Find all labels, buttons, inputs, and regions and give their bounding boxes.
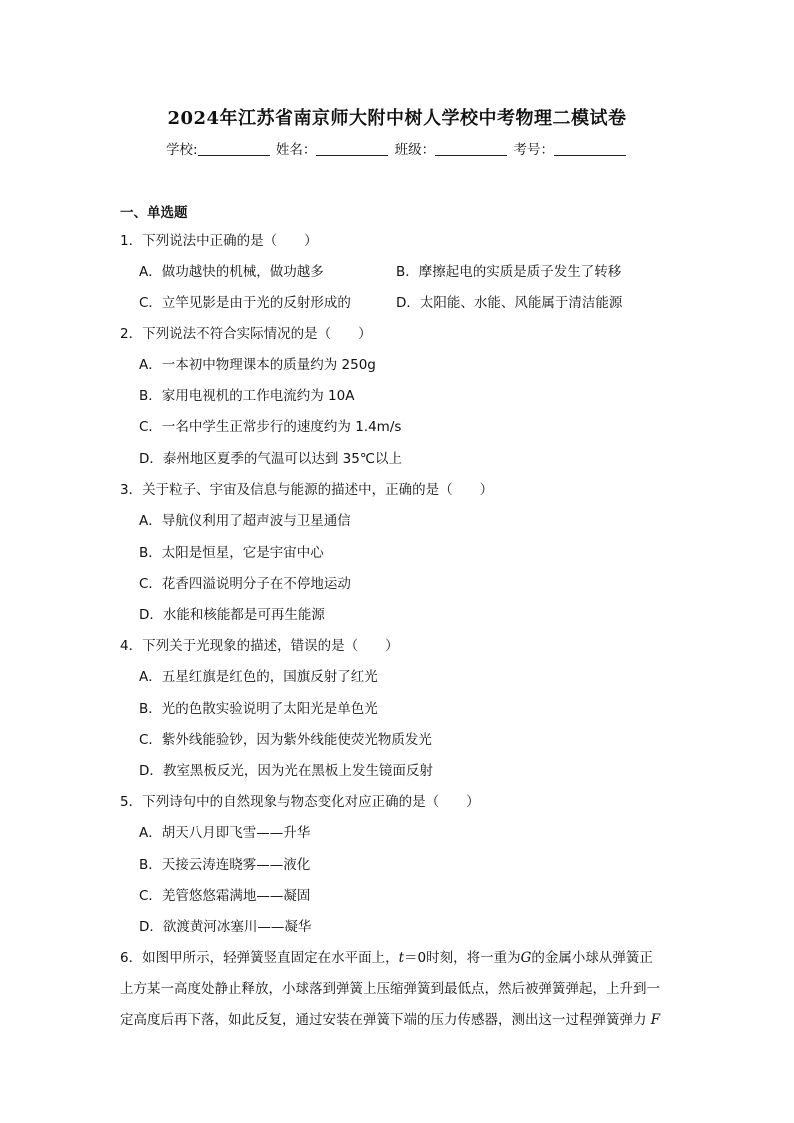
question-6-text-d: 定高度后再下落，如此反复，通过安装在弹簧下端的压力传感器，测出这一过程弹簧弹力 <box>120 1012 647 1028</box>
question-6-line-1 <box>120 946 680 966</box>
question-1-stem: 1．下列说法中正确的是（ ） <box>120 233 318 249</box>
question-3-option-c: C．花香四溢说明分子在不停地运动 <box>139 576 351 592</box>
exam-number-label: 考号： <box>513 142 554 158</box>
question-5-option-d: D．欲渡黄河冰塞川——凝华 <box>139 919 312 935</box>
question-1-option-a: A．做功越快的机械，做功越多 <box>139 264 324 280</box>
question-1-option-d: D．太阳能、水能、风能属于清洁能源 <box>396 295 623 311</box>
school-label: 学校: <box>166 142 198 158</box>
question-5-option-b: B．天接云涛连晓雾——液化 <box>139 857 311 873</box>
question-5-option-c: C．羌管悠悠霜满地——凝固 <box>139 888 311 904</box>
question-1-option-c: C．立竿见影是由于光的反射形成的 <box>139 295 351 311</box>
question-3-option-d: D．水能和核能都是可再生能源 <box>139 607 325 623</box>
section-heading: 一、单选题 <box>120 205 188 221</box>
question-4-option-a: A．五星红旗是红色的，国旗反射了红光 <box>139 669 378 685</box>
question-4-stem: 4．下列关于光现象的描述，错误的是（ ） <box>120 638 399 654</box>
class-blank <box>435 141 507 156</box>
student-info-row <box>0 138 794 158</box>
variable-g: G <box>520 950 532 966</box>
question-2-option-c: C．一名中学生正常步行的速度约为 1.4m/s <box>139 419 402 435</box>
question-6-text-a: 6．如图甲所示，轻弹簧竖直固定在水平面上， <box>120 950 399 966</box>
question-4-option-d: D．教室黑板反光，因为光在黑板上发生镜面反射 <box>139 763 433 779</box>
exam-number-blank <box>554 141 626 156</box>
class-label: 班级： <box>394 142 436 158</box>
question-4-option-b: B．光的色散实验说明了太阳光是单色光 <box>139 701 378 717</box>
question-6-text-b: ＝0时刻，将一重为 <box>404 950 521 966</box>
question-2-option-b: B．家用电视机的工作电流约为 10A <box>139 388 355 404</box>
question-6-line-2: 上方某一高度处静止释放，小球落到弹簧上压缩弹簧到最低点，然后被弹簧弹起，上升到一 <box>120 981 660 997</box>
question-6-line-3 <box>120 1008 680 1028</box>
name-blank <box>316 141 388 156</box>
question-3-option-b: B．太阳是恒星，它是宇宙中心 <box>139 545 324 561</box>
question-2-option-d: D．泰州地区夏季的气温可以达到 35℃以上 <box>139 451 403 467</box>
school-blank <box>198 141 270 156</box>
question-2-stem: 2．下列说法不符合实际情况的是（ ） <box>120 326 372 342</box>
question-5-stem: 5．下列诗句中的自然现象与物态变化对应正确的是（ ） <box>120 794 480 810</box>
name-label: 姓名： <box>275 142 317 158</box>
variable-f: F <box>650 1012 661 1028</box>
question-3-stem: 3．关于粒子、宇宙及信息与能源的描述中，正确的是（ ） <box>120 482 494 498</box>
question-6-text-c: 的金属小球从弹簧正 <box>531 950 653 966</box>
exam-title: 2024年江苏省南京师大附中树人学校中考物理二模试卷 <box>167 108 627 129</box>
question-1-option-b: B．摩擦起电的实质是质子发生了转移 <box>396 264 622 280</box>
question-2-option-a: A．一本初中物理课本的质量约为 250g <box>139 357 376 373</box>
question-4-option-c: C．紫外线能验钞，因为紫外线能使荧光物质发光 <box>139 732 432 748</box>
variable-t: t <box>398 950 405 966</box>
question-5-option-a: A．胡天八月即飞雪——升华 <box>139 825 311 841</box>
question-3-option-a: A．导航仪利用了超声波与卫星通信 <box>139 513 351 529</box>
